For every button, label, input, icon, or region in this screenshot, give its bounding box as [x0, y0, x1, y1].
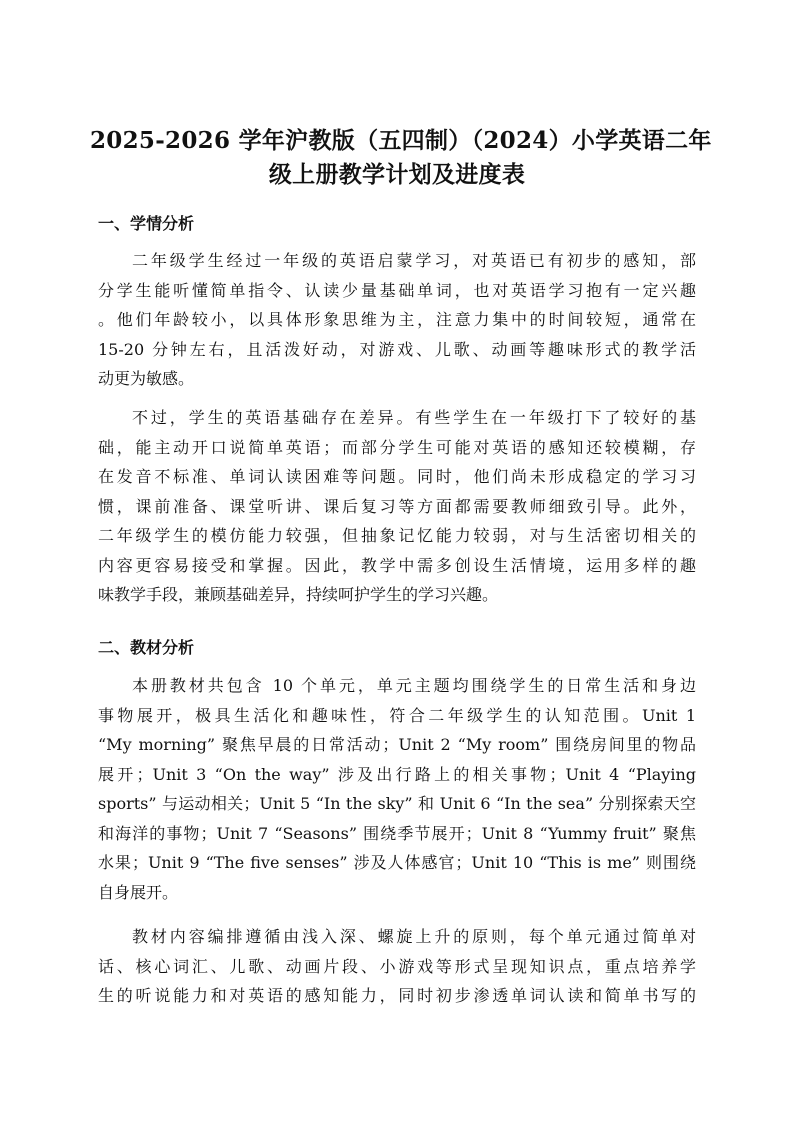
paragraph-line: 惯，课前准备、课堂听讲、课后复习等方面都需要教师细致引导。此外， — [98, 496, 696, 516]
paragraph-line: 味教学手段，兼顾基础差异，持续呵护学生的学习兴趣。 — [98, 585, 499, 604]
paragraph-line: sports” 与运动相关；Unit 5 “In the sky” 和 Unit 6 “In the sea” 分别探索天空 — [98, 794, 696, 813]
section-heading-learner-analysis: 一、学情分析 — [98, 214, 195, 233]
paragraph-line: 分学生能听懂简单指令、认读少量基础单词，也对英语学习抱有一定兴趣 — [98, 280, 696, 300]
paragraph-line: 事物展开，极具生活化和趣味性，符合二年级学生的认知范围。Unit 1 — [98, 705, 696, 725]
paragraph-line: 内容更容易接受和掌握。因此，教学中需多创设生活情境，运用多样的趣 — [98, 555, 696, 575]
paragraph — [98, 403, 696, 610]
paragraph — [98, 922, 696, 1011]
paragraph-line: 二年级学生的模仿能力较强，但抽象记忆能力较弱，对与生活密切相关的 — [98, 526, 696, 545]
paragraph-line: 础，能主动开口说简单英语；而部分学生可能对英语的感知还较模糊，存 — [98, 437, 696, 457]
paragraph-line: 和海洋的事物；Unit 7 “Seasons” 围绕季节展开；Unit 8 “Yummy fruit” 聚焦 — [98, 823, 696, 843]
paragraph-line: 自身展开。 — [98, 882, 179, 902]
paragraph-line: 生的听说能力和对英语的感知能力，同时初步渗透单词认读和简单书写的 — [98, 986, 696, 1005]
paragraph-line: 在发音不标准、单词认读困难等问题。同时，他们尚未形成稳定的学习习 — [98, 467, 696, 486]
paragraph-line: 15-20 分钟左右，且活泼好动，对游戏、儿歌、动画等趣味形式的教学活 — [98, 339, 696, 359]
paragraph-line: 。他们年龄较小，以具体形象思维为主，注意力集中的时间较短，通常在 — [98, 310, 696, 329]
paragraph-line: 本册教材共包含 10 个单元，单元主题均围绕学生的日常生活和身边 — [132, 676, 696, 695]
paragraph — [98, 671, 696, 907]
title-line: 级上册教学计划及进度表 — [268, 161, 526, 188]
paragraph-line: 动更为敏感。 — [98, 369, 195, 388]
title-line: 2025-2026 学年沪教版（五四制）（2024）小学英语二年 — [90, 127, 712, 154]
paragraph-line: 教材内容编排遵循由浅入深、螺旋上升的原则，每个单元通过简单对 — [132, 927, 696, 946]
paragraph-line: 话、核心词汇、儿歌、动画片段、小游戏等形式呈现知识点，重点培养学 — [98, 956, 696, 976]
paragraph — [98, 246, 696, 394]
paragraph-line: “My morning” 聚焦早晨的日常活动；Unit 2 “My room” 围绕房间里的物品 — [98, 735, 696, 754]
section-heading-textbook-analysis: 二、教材分析 — [98, 638, 195, 657]
paragraph-line: 水果；Unit 9 “The five senses” 涉及人体感官；Unit 10 “This is me” 则围绕 — [98, 853, 696, 872]
paragraph-line: 二年级学生经过一年级的英语启蒙学习，对英语已有初步的感知，部 — [132, 251, 696, 270]
paragraph-line: 展开；Unit 3 “On the way” 涉及出行路上的相关事物；Unit 4 “Playing — [98, 764, 696, 784]
document-title — [90, 124, 712, 192]
paragraph-line: 不过，学生的英语基础存在差异。有些学生在一年级打下了较好的基 — [132, 408, 696, 427]
